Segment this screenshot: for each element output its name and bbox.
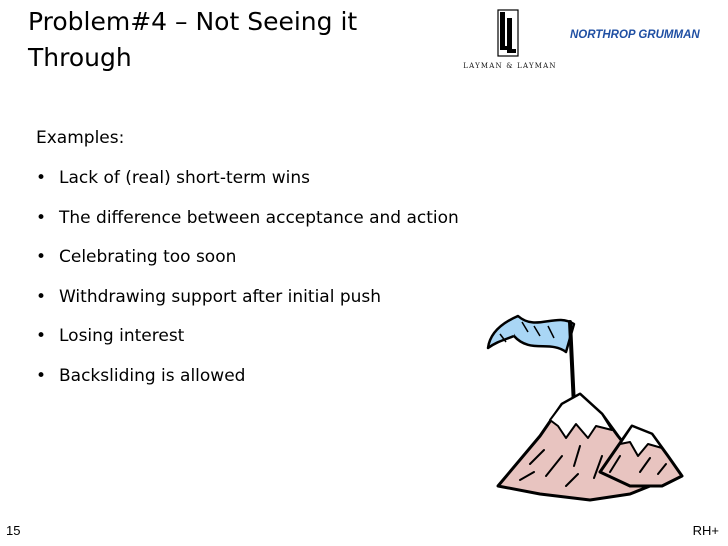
bullet-text: Celebrating too soon xyxy=(59,247,237,268)
bullet-icon: • xyxy=(36,168,47,188)
bullet-item xyxy=(36,206,536,230)
bullet-icon: • xyxy=(36,365,47,386)
layman-monogram-icon xyxy=(462,8,558,62)
bullet-icon: • xyxy=(36,326,47,347)
northrop-grumman-wordmark xyxy=(568,24,718,44)
bullet-text: Withdrawing support after initial push xyxy=(59,286,382,307)
bullet-icon: • xyxy=(36,207,47,228)
slide-title-line-2: Through xyxy=(28,43,132,72)
layman-logo xyxy=(462,8,558,74)
slide-title xyxy=(28,4,428,76)
bullet-item xyxy=(36,245,536,269)
bullet-text: The difference between acceptance and action xyxy=(59,207,459,228)
page-number: 15 xyxy=(6,523,21,538)
bullet-icon: • xyxy=(36,286,47,307)
northrop-grumman-logo xyxy=(568,24,718,44)
bullet-list xyxy=(36,166,536,388)
northrop-grumman-text: NORTHROP GRUMMAN xyxy=(570,29,700,41)
footer-mark: RH+ xyxy=(692,523,719,538)
bullet-item xyxy=(36,285,536,309)
slide-title-line-1: Problem#4 – Not Seeing it xyxy=(28,7,358,36)
bullet-item xyxy=(36,166,536,190)
examples-label: Examples: xyxy=(36,128,125,148)
mountain-flag-illustration xyxy=(470,296,690,512)
bullet-text: Backsliding is allowed xyxy=(59,365,246,386)
bullet-icon: • xyxy=(36,247,47,268)
bullet-item xyxy=(36,324,536,348)
mountain-flag-icon xyxy=(470,296,690,512)
bullet-item xyxy=(36,364,536,388)
bullet-text: Losing interest xyxy=(59,326,185,347)
layman-logo-caption: LAYMAN & LAYMAN xyxy=(463,62,557,70)
bullet-text: Lack of (real) short-term wins xyxy=(59,168,311,188)
slide-content xyxy=(36,126,536,404)
